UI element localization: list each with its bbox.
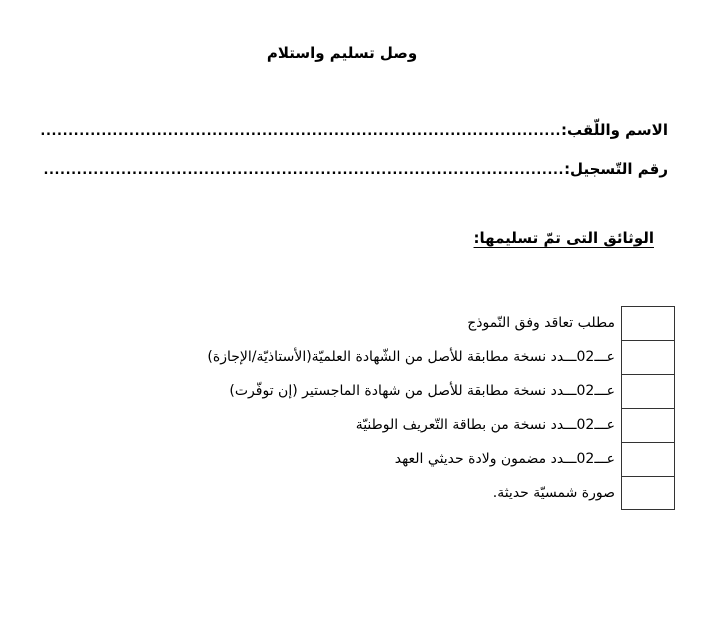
- document-item: [140, 340, 675, 374]
- document-checkbox[interactable]: [621, 476, 675, 510]
- document-checkbox[interactable]: [621, 340, 675, 374]
- documents-checklist: [140, 306, 675, 510]
- document-item: [140, 408, 675, 442]
- registration-number-dotted-line: ..............................................................................................: [43, 163, 565, 178]
- document-checkbox[interactable]: [621, 408, 675, 442]
- document-item: [140, 442, 675, 476]
- registration-number-label: رقم التّسجيل:: [564, 160, 668, 178]
- document-item: [140, 306, 675, 340]
- document-checkbox[interactable]: [621, 442, 675, 476]
- name-label: الاسم واللّقب:: [561, 121, 668, 139]
- document-item-label: عـــ02ـــدد نسخة مطابقة للأصل من شهادة الماجستير (إن توفّرت): [229, 383, 615, 399]
- page-title: وصل تسليم واستلام: [266, 44, 418, 62]
- document-checkbox[interactable]: [621, 374, 675, 408]
- document-item-label: مطلب تعاقد وفق النّموذج: [467, 315, 615, 331]
- name-field: [40, 121, 668, 139]
- document-item-label: عـــ02ـــدد نسخة مطابقة للأصل من الشّهادة العلميّة(الأستاذيّة/الإجازة): [207, 349, 615, 365]
- registration-number-field: [43, 160, 668, 178]
- document-item: [140, 476, 675, 510]
- document-item-label: عـــ02ـــدد مضمون ولادة حديثي العهد: [394, 451, 615, 467]
- document-item: [140, 374, 675, 408]
- documents-heading: الوثائق التى تمّ تسليمها:: [473, 229, 654, 247]
- document-item-label: عـــ02ـــدد نسخة من بطاقة التّعريف الوطنيّة: [355, 417, 615, 433]
- document-checkbox[interactable]: [621, 306, 675, 340]
- document-item-label: صورة شمسيّة حديثة.: [492, 485, 615, 501]
- name-dotted-line: ..............................................................................................: [40, 124, 562, 139]
